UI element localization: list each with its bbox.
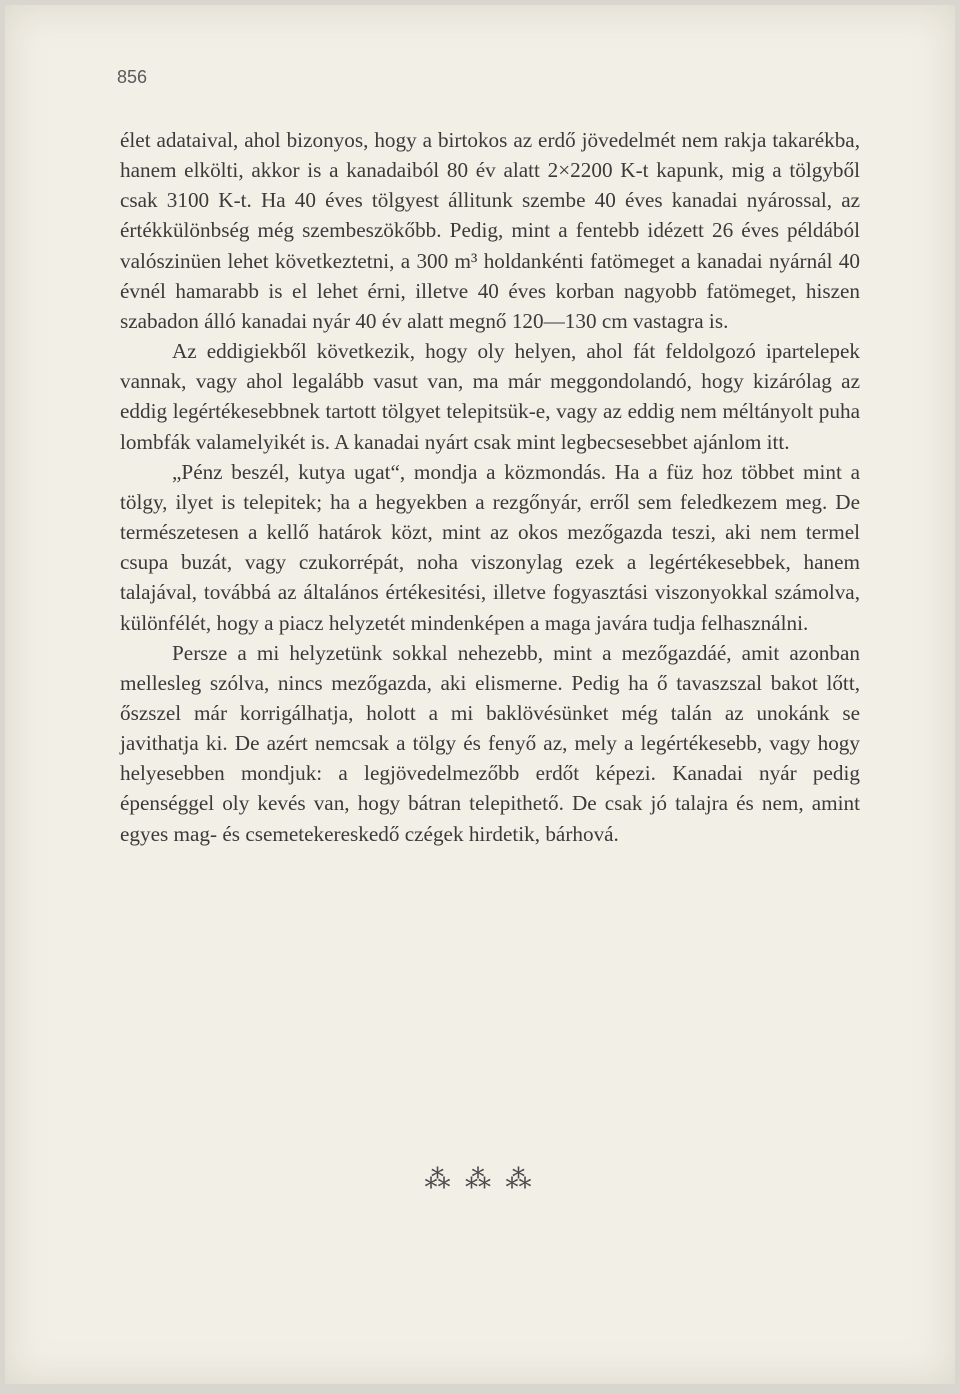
body-text [120,125,860,849]
section-end-ornament: ⁂ ⁂ ⁂ [424,1165,536,1194]
page-number: 856 [117,67,148,87]
paragraph-1: élet adataival, ahol bizonyos, hogy a birtokos az erdő jövedelmét nem rakja takarékba, hanem elkölti, akkor is a kanadaiból 80 év alatt 2×2200 K-t kapunk, mig a tölgyből csak 3100 K-t. Ha 40 éves tölgyest állitunk szembe 40 éves kanadai nyárossal, az értékkülönbség még szembeszökőbb. Pedig, mint a fentebb idézett 26 éves példából valószinüen lehet következtetni, a 300 m³ holdankénti fatömeget a kanadai nyárnál 40 évnél hamarabb is el lehet érni, illetve 40 éves korban nagyobb fatömeget, hiszen szabadon álló kanadai nyár 40 év alatt megnő 120—130 cm vastagra is. [120,128,860,333]
paragraph-2: Az eddigiekből következik, hogy oly helyen, ahol fát feldolgozó ipartelepek vannak, vagy ahol legalább vasut van, ma már meggondolandó, hogy kizárólag az eddig legértékesebbnek tartott tölgyet telepitsük-e, vagy az eddig nem méltányolt puha lombfák valamelyikét is. A kanadai nyárt csak mint legbecsesebbet ajánlom itt. [120,339,860,454]
document-page [5,5,955,1384]
paragraph-4: Persze a mi helyzetünk sokkal nehezebb, mint a mezőgazdáé, amit azonban mellesleg szólva, nincs mezőgazda, aki elismerne. Pedig ha ő tavaszszal bakot lőtt, őszszel már korrigálhatja, holott a mi baklövésünket még talán az unokánk se javithatja ki. De azért nemcsak a tölgy és fenyő az, mely a legértékesebb, vagy hogy helyesebben mondjuk: a legjövedelmezőbb erdőt képezi. Kanadai nyár pedig épenséggel oly kevés van, hogy bátran telepithető. De csak jó talajra és nem, amint egyes mag- és csemetekereskedő czégek hirdetik, bárhová. [120,640,860,846]
paragraph-3: „Pénz beszél, kutya ugat“, mondja a közmondás. Ha a füz hoz többet mint a tölgy, ilyet is telepitek; ha a hegyekben a rezgőnyár, erről sem feledkezem meg. De természetesen a kellő határok közt, mint az okos mezőgazda teszi, aki nem termel csupa buzát, vagy czukorrépát, noha viszonylag ezek a legértékesebbek, hanem talajával, továbbá az általános értékesitési, illetve fogyasztási viszonyokkal számolva, különfélét, hogy a piacz helyzetét mindenképen a maga javára tudja felhasználni. [120,459,860,635]
